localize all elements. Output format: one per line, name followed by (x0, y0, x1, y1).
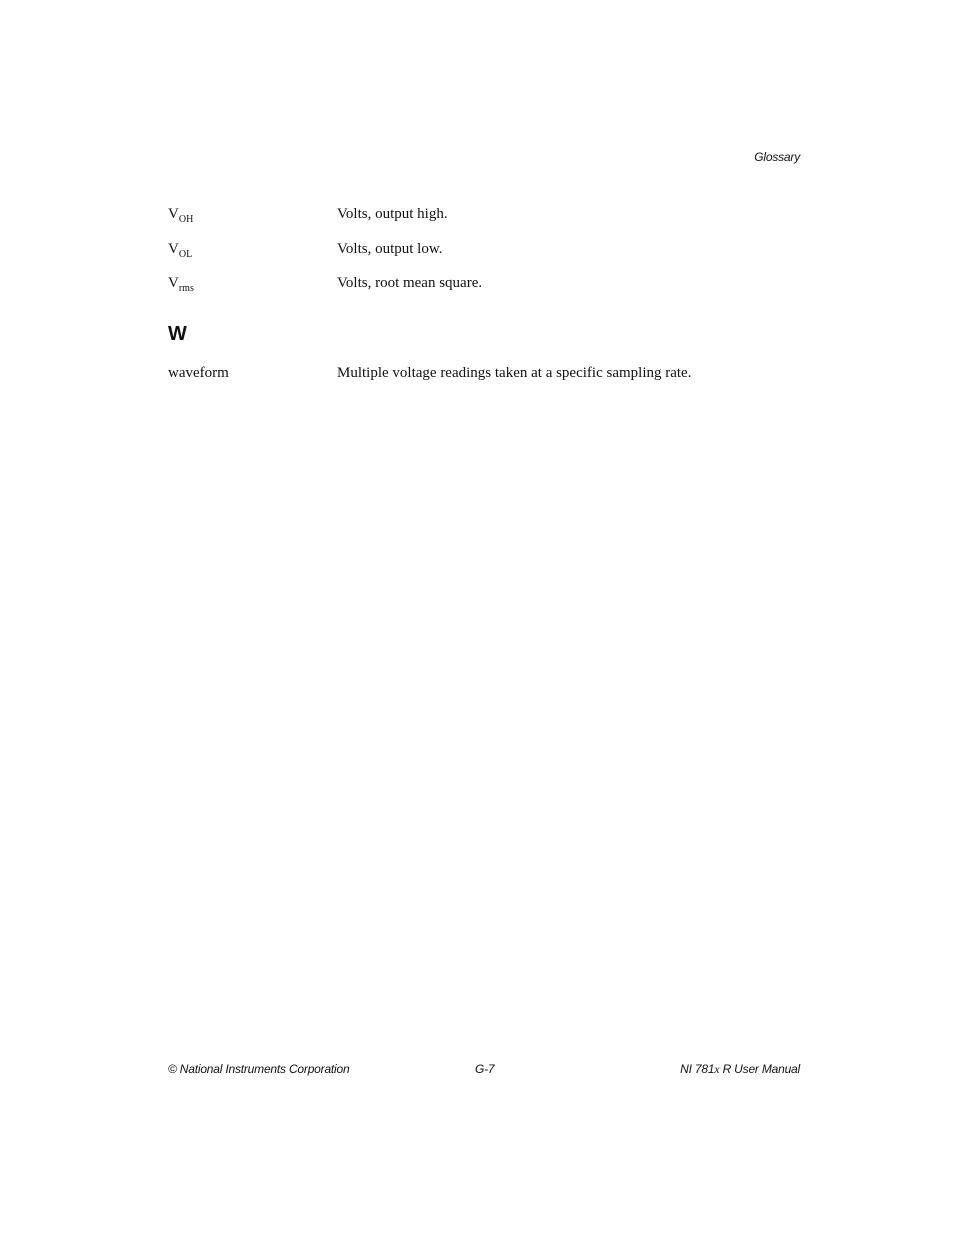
glossary-term: $V_{OL}$ (168, 241, 193, 260)
term-subscript: OH (178, 214, 194, 225)
section-heading-w: W (168, 323, 187, 345)
glossary-definition: Volts, output low. (337, 241, 443, 257)
footer-page-number: G-7 (475, 1062, 495, 1076)
term-subscript: OL (178, 249, 193, 260)
glossary-term: $V_{OH}$ (168, 206, 194, 225)
manual-variant-letter: x (714, 1062, 720, 1076)
glossary-term: waveform (168, 365, 229, 381)
glossary-term: $V_{rms}$ (168, 275, 194, 294)
term-subscript: rms (178, 283, 194, 294)
glossary-definition: Multiple voltage readings taken at a specific sampling rate. (337, 365, 692, 381)
running-header: Glossary (754, 150, 800, 164)
footer-manual-title: NI 781x R User Manual (680, 1062, 800, 1076)
glossary-definition: Volts, root mean square. (337, 275, 483, 291)
footer-copyright: © National Instruments Corporation (168, 1062, 350, 1076)
glossary-definition: Volts, output high. (337, 206, 448, 222)
